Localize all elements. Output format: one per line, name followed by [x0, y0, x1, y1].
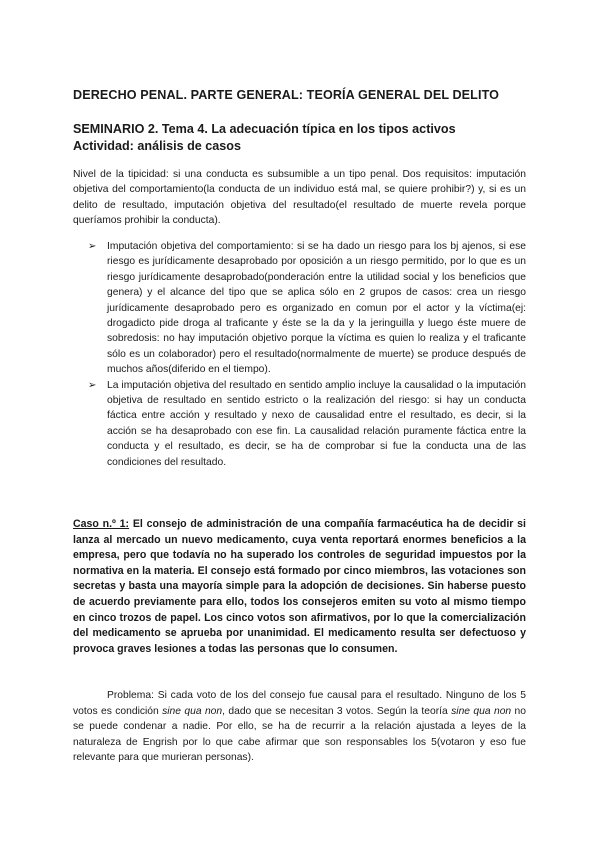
problem-italic-2: sine qua non — [451, 705, 512, 717]
intro-paragraph: Nivel de la tipicidad: si una conducta es subsumible a un tipo penal. Dos requisitos: imputación objetiva del comportamiento(la conducta de un individuo está mal, se quiere prohibir?) y, si es un delito de resultado, imputación objetiva del resultado(el resultado de muerte revela porque queríamos prohibir la conducta). — [73, 169, 526, 227]
problem-text-1: Problema: Si cada voto de los del consejo fue causal para el resultado. Ninguno de los 5 votos es condición — [73, 690, 526, 717]
case-label: Caso n.º 1: — [73, 518, 130, 530]
activity-line: Actividad: análisis de casos — [73, 139, 241, 153]
seminar-heading — [73, 121, 543, 155]
bullet-item — [88, 239, 526, 378]
seminar-line: SEMINARIO 2. Tema 4. La adecuación típica en los tipos activos — [73, 122, 456, 136]
problem-paragraph — [73, 688, 526, 766]
problem-text-2: , dado que se necesitan 3 votos. Según la teoría — [222, 705, 452, 717]
bullet-item — [88, 378, 526, 470]
problem-italic-1: sine qua non — [162, 705, 223, 717]
case-paragraph — [73, 517, 526, 657]
bullet-list — [88, 239, 526, 470]
arrow-bullet-icon: ➢ — [88, 241, 97, 252]
bullet-text: Imputación objetiva del comportamiento: si se ha dado un riesgo para los bj ajenos, si ese riesgo es jurídicamente desaprobado por oposición a un riesgo permitido, por lo que es un riesgo jurídicamente desaprobado(ponderación entre la utilidad social y los beneficios que genera) y el alcance del tipo que se aplica sólo en 2 grupos de casos: crea un riesgo jurídicamente desaprobado pero es organizado en comun por el actor y la víctima(ej: drogadicto pide droga al traficante y éste se la da y la jeringuilla y luego éste muere de sobredosis: no hay imputación objetivo porque la víctima es quien lo realiza y el traficante sólo es un colaborador) pero el resultado(normalmente de muerte) se produce después de muchos años(diferido en el tiempo). — [107, 241, 526, 376]
problem-text-3: no se puede condenar a nadie. Por ello, se ha de recurrir a la relación ajustada a leyes de la naturaleza de Engrish por lo que cabe afirmar que son responsables los 5(votaron y eso fue relevante para que murieran personas). — [73, 705, 526, 764]
arrow-bullet-icon: ➢ — [88, 379, 97, 391]
bullet-text: La imputación objetiva del resultado en sentido amplio incluye la causalidad o la imputación objetiva de resultado en sentido estricto o la realización del riesgo: si hay un conducta fáctica entre acción y resultado y nexo de causalidad entre el resultado, es decir, si la acción se ha desaprobado con ese fin. La causalidad relación puramente fáctica entre la conducta y el resultado, es decir, se ha de comprobar si fue la conducta una de las condiciones del resultado. — [107, 379, 526, 468]
case-text: El consejo de administración de una compañía farmacéutica ha de decidir si lanza al mercado un nuevo medicamento, cuya venta reportará enormes beneficios a la empresa, pero que todavía no ha superado los controles de seguridad impuestos por la normativa en la materia. El consejo está formado por cinco miembros, las votaciones son secretas y basta una mayoría simple para la adopción de decisiones. Sin haberse puesto de acuerdo previamente para ello, todos los consejeros emiten su voto al mismo tiempo en cinco trozos de papel. Los cinco votos son afirmativos, por lo que la comercialización del medicamento se aprueba por unanimidad. El medicamento resulta ser defectuoso y provoca graves lesiones a todas las personas que lo consumen. — [73, 518, 526, 655]
document-title: DERECHO PENAL. PARTE GENERAL: TEORÍA GENERAL DEL DELITO — [73, 88, 500, 102]
